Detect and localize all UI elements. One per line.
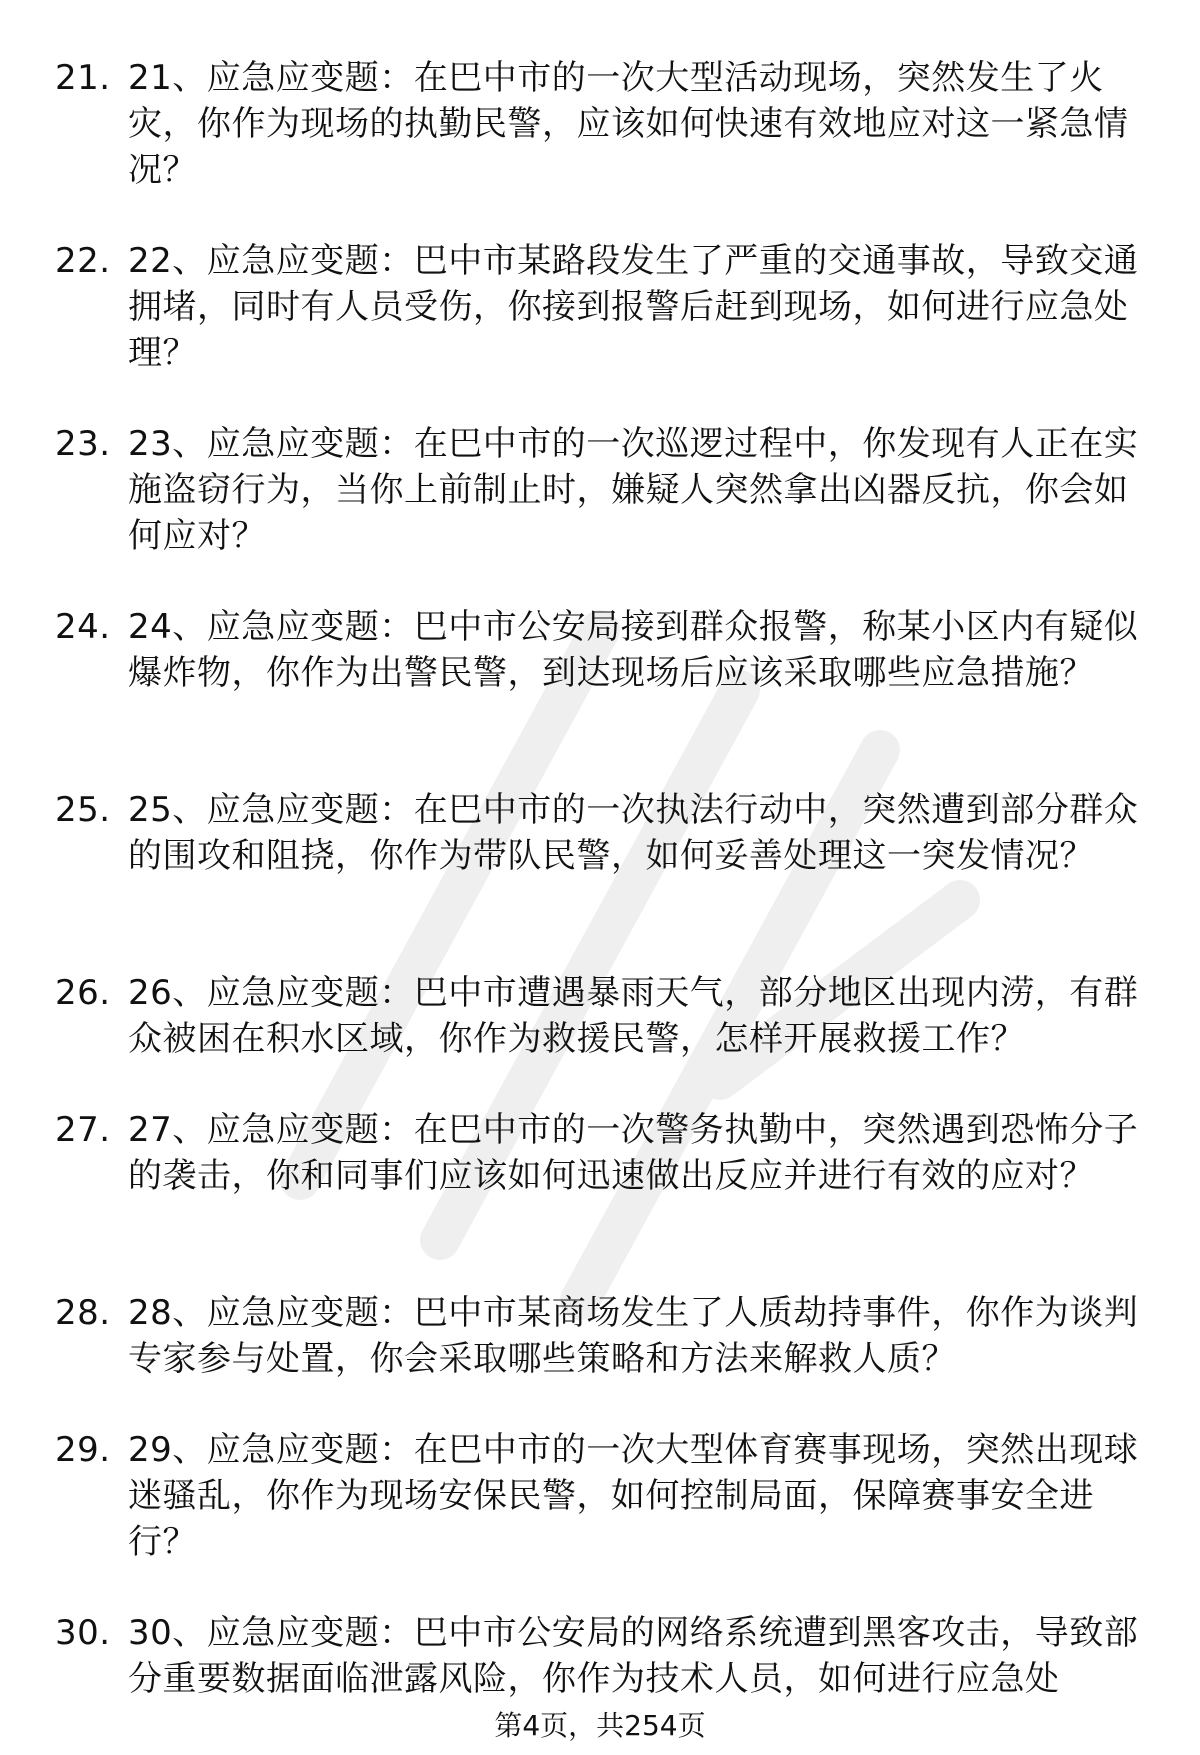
question-number: 25. — [55, 790, 111, 830]
list-item — [0, 604, 1200, 787]
question-text: 25、应急应变题：在巴中市的一次执法行动中，突然遭到部分群众的围攻和阻挠，你作为带队民警，如何妥善处理这一突发情况？ — [128, 790, 1139, 876]
list-item — [0, 787, 1200, 970]
question-text: 24、应急应变题：巴中市公安局接到群众报警，称某小区内有疑似爆炸物，你作为出警民警，到达现场后应该采取哪些应急措施？ — [128, 607, 1139, 693]
question-text: 28、应急应变题：巴中市某商场发生了人质劫持事件，你作为谈判专家参与处置，你会采取哪些策略和方法来解救人质？ — [128, 1293, 1139, 1379]
question-number: 22. — [55, 241, 111, 281]
question-text: 27、应急应变题：在巴中市的一次警务执勤中，突然遇到恐怖分子的袭击，你和同事们应该如何迅速做出反应并进行有效的应对？ — [128, 1110, 1139, 1196]
question-number: 26. — [55, 973, 111, 1013]
question-text: 26、应急应变题：巴中市遭遇暴雨天气，部分地区出现内涝，有群众被困在积水区域，你作为救援民警，怎样开展救援工作？ — [128, 973, 1139, 1059]
page-footer: 第4页，共254页 — [494, 1709, 706, 1742]
question-text: 21、应急应变题：在巴中市的一次大型活动现场，突然发生了火灾，你作为现场的执勤民警，应该如何快速有效地应对这一紧急情况？ — [128, 58, 1129, 190]
list-item — [0, 1107, 1200, 1290]
list-item — [0, 1610, 1200, 1702]
question-number: 29. — [55, 1430, 111, 1470]
question-text: 23、应急应变题：在巴中市的一次巡逻过程中，你发现有人正在实施盗窃行为，当你上前制止时，嫌疑人突然拿出凶器反抗，你会如何应对？ — [128, 424, 1139, 556]
question-number: 28. — [55, 1293, 111, 1333]
question-number: 27. — [55, 1110, 111, 1150]
question-number: 21. — [55, 58, 111, 98]
question-text: 29、应急应变题：在巴中市的一次大型体育赛事现场，突然出现球迷骚乱，你作为现场安保民警，如何控制局面，保障赛事安全进行？ — [128, 1430, 1139, 1562]
question-number: 30. — [55, 1613, 111, 1653]
list-item — [0, 55, 1200, 238]
question-number: 23. — [55, 424, 111, 464]
question-list — [0, 55, 1200, 1702]
question-number: 24. — [55, 607, 111, 647]
list-item — [0, 970, 1200, 1107]
list-item — [0, 421, 1200, 604]
list-item — [0, 238, 1200, 421]
question-text: 30、应急应变题：巴中市公安局的网络系统遭到黑客攻击，导致部分重要数据面临泄露风险，你作为技术人员，如何进行应急处 — [128, 1613, 1139, 1699]
list-item — [0, 1427, 1200, 1610]
question-text: 22、应急应变题：巴中市某路段发生了严重的交通事故，导致交通拥堵，同时有人员受伤，你接到报警后赶到现场，如何进行应急处理？ — [128, 241, 1139, 373]
list-item — [0, 1290, 1200, 1427]
